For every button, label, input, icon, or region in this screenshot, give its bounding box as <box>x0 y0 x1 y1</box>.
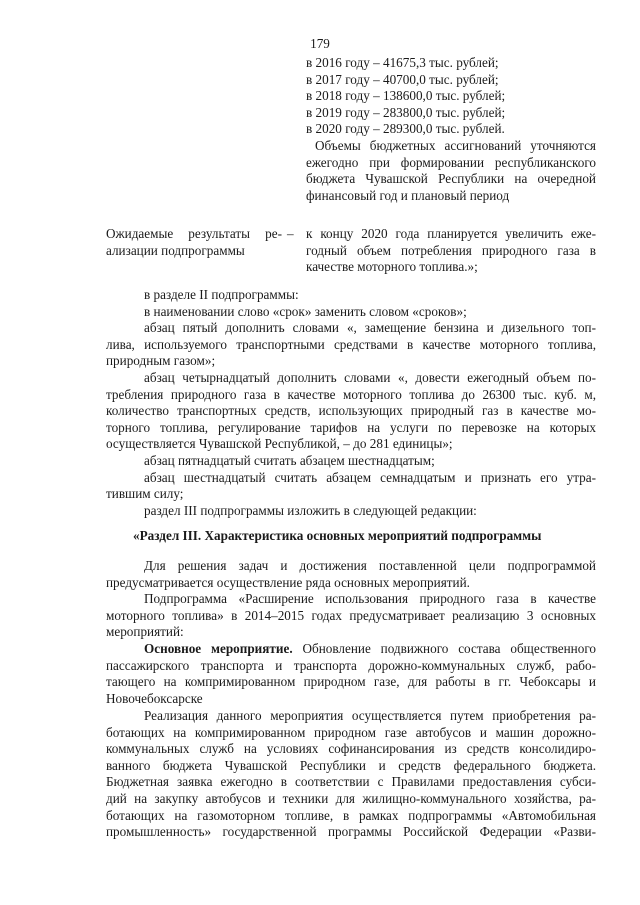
intro-line: моторного топлива» в 2014–2015 годах предусматривает реализацию 3 основных <box>106 607 596 623</box>
expected-results-value-line: качестве моторного топлива.»; <box>306 259 478 275</box>
amend-line: природным газом»; <box>106 353 216 369</box>
impl-line: промышленность» государственной программы Российской Федерации «Разви- <box>106 824 596 840</box>
intro-line: Подпрограмма «Расширение использования природного газа в качестве <box>144 591 596 607</box>
main-event-line: тающего на компримированном природном газе, для работы в гг. Чебоксары и <box>106 674 596 690</box>
amend-line: абзац пятнадцатый считать абзацем шестнадцатым; <box>144 452 435 468</box>
expected-results-label-line: ализации подпрограммы <box>106 242 245 258</box>
budget-note-line: финансовый год и плановый период <box>306 187 510 203</box>
amend-line: осуществляется Чувашской Республикой, – до 281 единицы»; <box>106 436 453 452</box>
main-event-line: Новочебоксарске <box>106 690 203 706</box>
expected-results-label-line: Ожидаемые результаты ре- <box>106 226 282 241</box>
page-number: 179 <box>310 36 330 51</box>
main-event-line: пассажирского транспорта и транспорта дорожно-коммунальных служб, рабо- <box>106 657 596 673</box>
amend-line: абзац пятый дополнить словами «, замещение бензина и дизельного топ- <box>144 320 596 336</box>
implementation-text <box>106 708 596 841</box>
funding-line-2020: в 2020 году – 289300,0 тыс. рублей. <box>306 121 505 137</box>
amend-line: в разделе II подпрограммы: <box>144 287 299 302</box>
main-event-label: Основное мероприятие. <box>144 641 293 656</box>
intro-text <box>106 558 596 641</box>
intro-line: Для решения задач и достижения поставленной цели подпрограммой <box>144 558 596 573</box>
amend-line: торного топлива, регулирование тарифов на услуги по перевозке на которых <box>106 419 596 435</box>
impl-line: ботающих на компримированном природном газе автобусов и машин дорожно- <box>106 724 596 740</box>
expected-results-label <box>106 226 282 259</box>
expected-results-value-line: к концу 2020 года планируется увеличить еже- <box>306 226 596 241</box>
amend-line: в наименовании слово «срок» заменить словом «сроков»; <box>144 303 467 319</box>
impl-line: Реализация данного мероприятия осуществляется путем приобретения ра- <box>144 708 596 723</box>
funding-line-2019: в 2019 году – 283800,0 тыс. рублей; <box>306 104 506 120</box>
main-event-first-rest: Обновление подвижного состава общественного <box>292 641 596 656</box>
intro-line: предусматривается осуществление ряда основных мероприятий. <box>106 574 470 590</box>
intro-line: мероприятий: <box>106 624 184 640</box>
expected-results-dash: – <box>287 226 294 241</box>
amend-line: абзац четырнадцатый дополнить словами «, довести ежегодный объем по- <box>144 369 596 385</box>
amend-line: тившим силу; <box>106 486 184 502</box>
funding-list <box>306 55 505 138</box>
main-event-line <box>106 641 596 658</box>
funding-line-2018: в 2018 году – 138600,0 тыс. рублей; <box>306 88 506 104</box>
amend-line: количество транспортных средств, использующих природный газ в качестве мо- <box>106 403 596 419</box>
budget-note-line: ежегодно при формировании республиканского <box>306 154 596 170</box>
section-title: «Раздел III. Характеристика основных мероприятий подпрограммы <box>133 528 542 543</box>
impl-line: ботающих на газомоторном топливе, в рамках подпрограммы «Автомобильная <box>106 807 596 823</box>
impl-line: коммунальных служб на условиях софинансирования из средств консолидиро- <box>106 741 596 757</box>
expected-results-value-line: годный объем потребления природного газа в <box>306 242 596 258</box>
amend-line: раздел III подпрограммы изложить в следующей редакции: <box>144 502 477 518</box>
amend-line: абзац шестнадцатый считать абзацем семнадцатым и признать его утра- <box>144 469 596 485</box>
funding-line-2017: в 2017 году – 40700,0 тыс. рублей; <box>306 71 499 87</box>
impl-line: дий на закупку автобусов и техники для жилищно-коммунального хозяйства, ра- <box>106 790 596 806</box>
impl-line: Бюджетная заявка ежегодно в соответствии с Правилами предоставления субси- <box>106 774 596 790</box>
amendments <box>106 287 596 519</box>
main-event <box>106 641 596 707</box>
amend-line: лива, используемого транспортными средствами в качестве моторного топлива, <box>106 336 596 352</box>
impl-line: ванного бюджета Чувашской Республики и средств федерального бюджета. <box>106 757 596 773</box>
amend-line: требления природного газа в качестве моторного топлива до 26300 тыс. куб. м, <box>106 386 596 402</box>
funding-line-2016: в 2016 году – 41675,3 тыс. рублей; <box>306 55 499 70</box>
budget-note-line: бюджета Чувашской Республики на очередной <box>306 171 596 187</box>
expected-results-value <box>306 226 596 276</box>
budget-note <box>306 138 596 204</box>
budget-note-line: Объемы бюджетных ассигнований уточняются <box>315 138 596 153</box>
